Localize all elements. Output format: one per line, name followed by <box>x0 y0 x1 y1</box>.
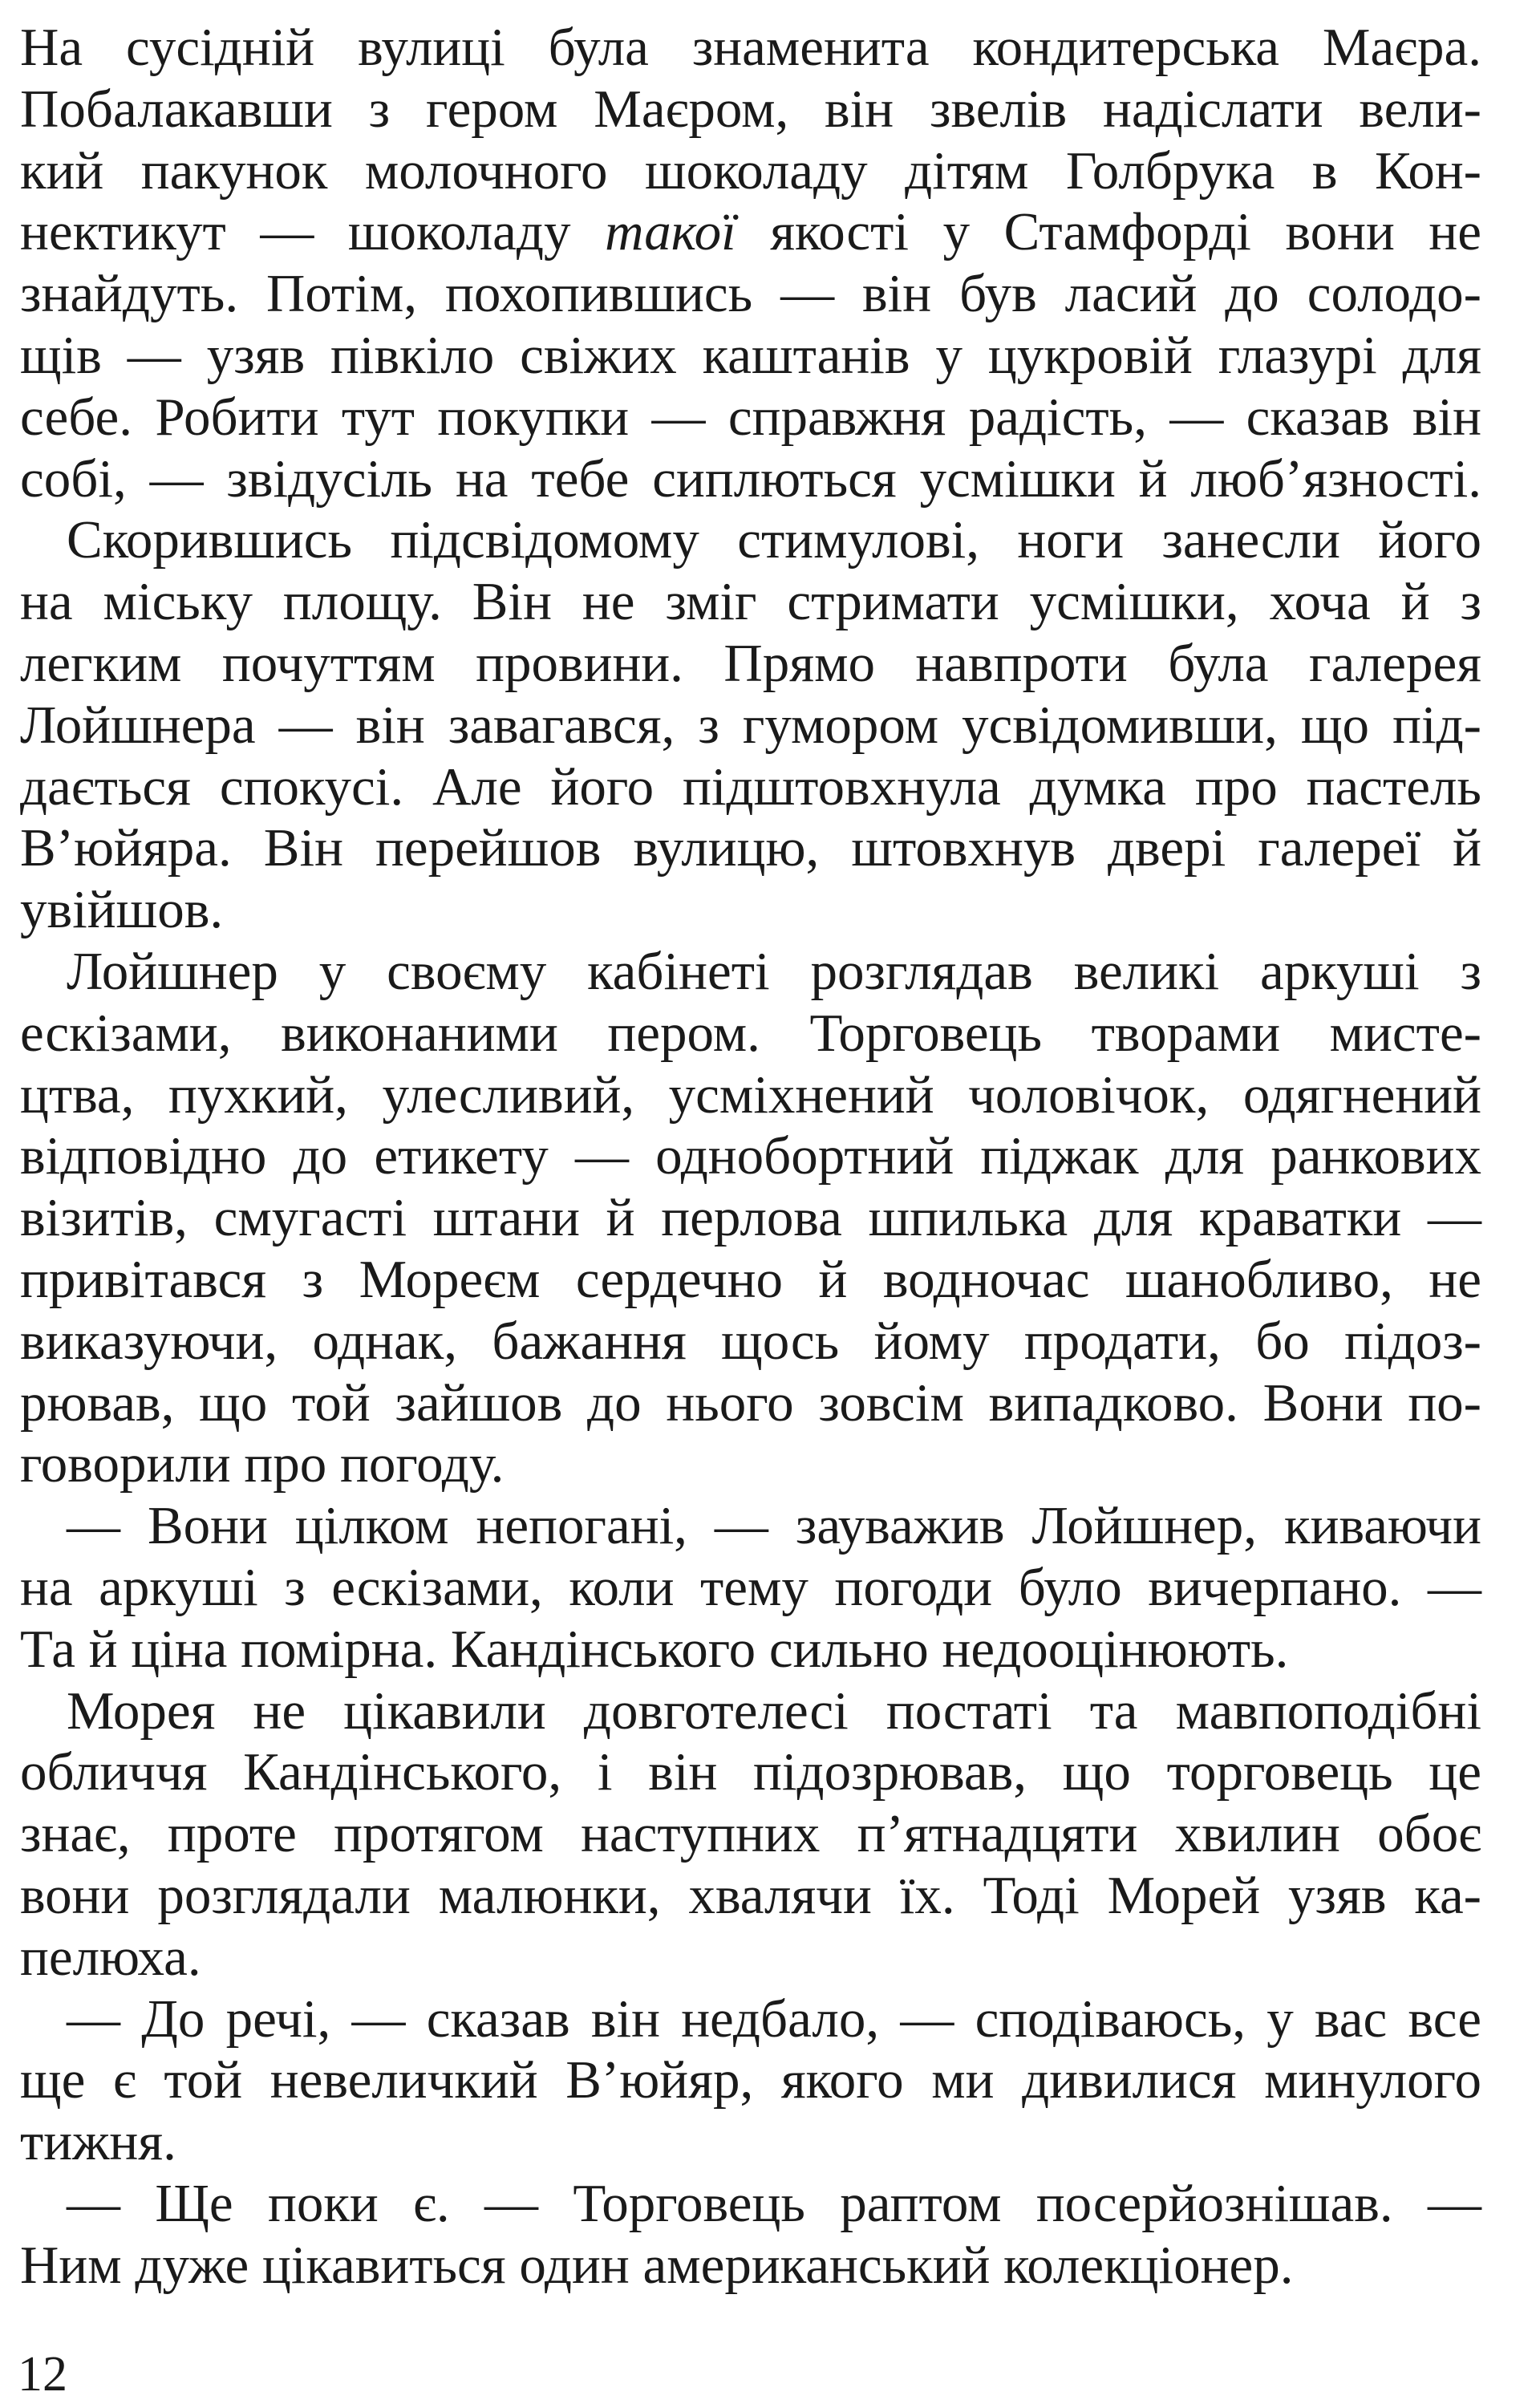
text-line <box>20 79 1481 140</box>
text-line <box>20 1927 1481 1988</box>
text-line <box>20 387 1481 448</box>
page-body-text <box>20 17 1481 2296</box>
text-segment: обличчя Кандінського, і він підозрював, що торговець це <box>20 1742 1481 1802</box>
text-line <box>20 1187 1481 1249</box>
text-segment: відповідно до етикету — однобортний піджак для ранкових <box>20 1126 1481 1186</box>
text-segment: ескізами, виконаними пером. Торговець творами мисте- <box>20 1003 1481 1063</box>
text-segment: візитів, смугасті штани й перлова шпилька для краватки — <box>20 1188 1481 1248</box>
text-line <box>20 17 1481 79</box>
text-line <box>20 201 1481 263</box>
text-segment: легким почуттям провини. Прямо навпроти була галерея <box>20 633 1481 693</box>
text-segment: знає, проте протягом наступних п’ятнадцяти хвилин обоє <box>20 1804 1481 1864</box>
text-segment: себе. Робити тут покупки — справжня радість, — сказав він <box>20 387 1481 447</box>
text-segment: тижня. <box>20 2112 176 2172</box>
text-line <box>20 2049 1481 2111</box>
text-segment: Скорившись підсвідомому стимулові, ноги занесли його <box>67 510 1481 570</box>
text-line <box>20 325 1481 387</box>
text-line <box>20 695 1481 756</box>
text-line <box>20 1311 1481 1372</box>
text-segment: нектикут — шоколаду <box>20 202 606 262</box>
text-segment: — Ще поки є. — Торговець раптом посерйознішав. — <box>67 2173 1481 2233</box>
text-segment: ще є той невеличкий В’юйяр, якого ми дивилися минулого <box>20 2050 1481 2110</box>
text-line <box>20 633 1481 695</box>
text-line <box>20 817 1481 879</box>
text-segment: — Вони цілком непогані, — зауважив Лойшнер, киваючи <box>67 1496 1481 1556</box>
text-line <box>20 1619 1481 1680</box>
text-line <box>20 571 1481 633</box>
text-segment: Ним дуже цікавиться один американський колекціонер. <box>20 2235 1294 2295</box>
text-line <box>20 2173 1481 2235</box>
text-line <box>20 1003 1481 1064</box>
text-segment: кий пакунок молочного шоколаду дітям Голбрука в Кон- <box>20 140 1481 201</box>
text-line <box>20 2111 1481 2173</box>
text-segment: цтва, пухкий, улесливий, усміхнений чоловічок, одягнений <box>20 1064 1481 1125</box>
text-line <box>20 1249 1481 1311</box>
text-segment: вони розглядали малюнки, хвалячи їх. Тоді Морей узяв ка- <box>20 1865 1481 1925</box>
italic-text: такої <box>605 202 736 262</box>
text-segment: увійшов. <box>20 880 224 940</box>
text-segment: Побалакавши з гером Маєром, він звелів надіслати вели- <box>20 79 1481 139</box>
text-line <box>20 1865 1481 1927</box>
text-line <box>20 509 1481 571</box>
text-segment: дається спокусі. Але його підштовхнула думка про пастель <box>20 756 1481 817</box>
text-segment: — До речі, — сказав він недбало, — сподіваюсь, у вас все <box>67 1988 1481 2049</box>
text-line <box>20 1125 1481 1187</box>
text-line <box>20 1557 1481 1619</box>
text-segment: пелюха. <box>20 1927 201 1987</box>
text-line <box>20 1803 1481 1865</box>
text-segment: В’юйяра. Він перейшов вулицю, штовхнув двері галереї й <box>20 818 1481 878</box>
text-line <box>20 448 1481 510</box>
text-segment: привітався з Мореєм сердечно й водночас шанобливо, не <box>20 1249 1481 1309</box>
text-line <box>20 756 1481 818</box>
text-line <box>20 1433 1481 1495</box>
text-segment: виказуючи, однак, бажання щось йому продати, бо підоз- <box>20 1311 1481 1371</box>
text-segment: собі, — звідусіль на тебе сиплються усмішки й люб’язності. <box>20 448 1481 509</box>
text-line <box>20 140 1481 202</box>
text-line <box>20 941 1481 1003</box>
text-segment: знайдуть. Потім, похопившись — він був ласий до солодо- <box>20 264 1481 324</box>
text-segment: якості у Стамфорді вони не <box>736 202 1481 262</box>
text-segment: На сусідній вулиці була знаменита кондитерська Маєра. <box>20 18 1481 77</box>
text-line <box>20 1495 1481 1557</box>
text-line <box>20 263 1481 325</box>
text-line <box>20 1988 1481 2050</box>
page-number: 12 <box>18 2347 67 2402</box>
text-segment: рював, що той зайшов до нього зовсім випадково. Вони по- <box>20 1372 1481 1433</box>
text-line <box>20 879 1481 941</box>
text-line <box>20 1680 1481 1742</box>
text-segment: щів — узяв півкіло свіжих каштанів у цукровій глазурі для <box>20 325 1481 385</box>
text-line <box>20 1064 1481 1126</box>
text-segment: Лойшнер у своєму кабінеті розглядав великі аркуші з <box>67 941 1481 1001</box>
text-segment: Морея не цікавили довготелесі постаті та мавпоподібні <box>67 1680 1481 1741</box>
text-segment: Лойшнера — він завагався, з гумором усвідомивши, що під- <box>20 695 1481 755</box>
text-segment: на аркуші з ескізами, коли тему погоди було вичерпано. — <box>20 1557 1481 1617</box>
text-segment: на міську площу. Він не зміг стримати усмішки, хоча й з <box>20 572 1481 632</box>
text-segment: говорили про погоду. <box>20 1434 505 1494</box>
text-line <box>20 1741 1481 1803</box>
text-segment: Та й ціна помірна. Кандінського сильно недооцінюють. <box>20 1619 1289 1679</box>
text-line <box>20 2235 1481 2297</box>
text-line <box>20 1372 1481 1434</box>
